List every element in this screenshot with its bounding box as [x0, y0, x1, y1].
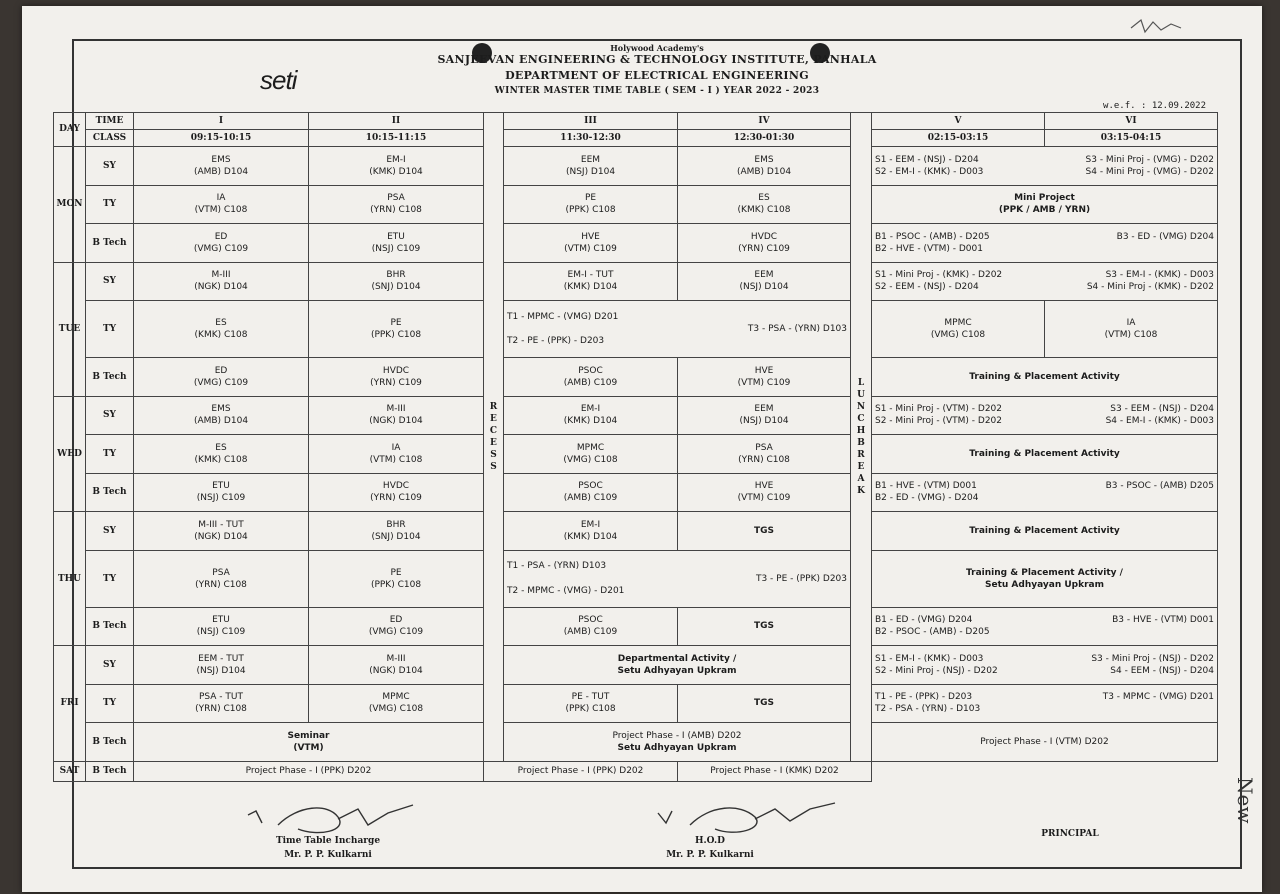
- slot-cell: [309, 358, 484, 397]
- activity-cell: [134, 723, 484, 762]
- slot-cell: [134, 262, 309, 301]
- activity-detail: (VTM): [293, 743, 324, 753]
- activity-cell: Training & Placement Activity: [872, 358, 1218, 397]
- class-sy: SY: [86, 512, 134, 551]
- batch-entry: T1 - PE - (PPK) - D203: [875, 692, 973, 703]
- room: (KMK) D104: [369, 166, 423, 177]
- slot-cell: [134, 396, 309, 435]
- academy-name: Holywood Academy's: [610, 43, 704, 53]
- room: (KMK) D104: [563, 531, 618, 542]
- batch-entry: S2 - EM-I - (KMK) - D003: [875, 166, 984, 177]
- subject: ES: [215, 442, 227, 453]
- period-6-num: VI: [1045, 113, 1218, 130]
- subject: M-III - TUT: [198, 519, 244, 530]
- slot-cell: [504, 185, 678, 224]
- activity-cell: [872, 550, 1218, 607]
- batch-entry: B1 - HVE - (VTM) D001: [875, 481, 977, 492]
- batch-entry: S2 - Mini Proj - (VTM) - D202: [875, 416, 1003, 427]
- room: (NSJ) D104: [739, 416, 789, 427]
- subject: PSOC: [578, 365, 603, 376]
- slot-cell: [504, 435, 678, 474]
- room: (AMB) C109: [563, 377, 618, 388]
- slot-cell: [678, 358, 851, 397]
- logo-text: seti: [260, 65, 297, 95]
- day-wed: WED: [54, 396, 86, 512]
- subject: ETU: [212, 615, 230, 626]
- subject: HVE: [754, 365, 774, 376]
- svg-text:New: New: [1233, 777, 1257, 824]
- batch-entry: S3 - EEM - (NSJ) - D204: [1110, 404, 1214, 415]
- activity-cell: Training & Placement Activity: [872, 435, 1218, 474]
- batch-entry: S1 - Mini Proj - (KMK) - D202: [875, 270, 1003, 281]
- subject: EEM: [754, 404, 774, 415]
- activity-title: Training & Placement Activity /: [966, 567, 1123, 578]
- slot-cell: [134, 607, 309, 646]
- slot-cell: [134, 684, 309, 723]
- room: (YRN) C108: [195, 704, 247, 715]
- day-thu: THU: [54, 512, 86, 646]
- subject: PSA: [755, 442, 773, 453]
- batch-entry: S4 - EM-I - (KMK) - D003: [1105, 416, 1214, 427]
- room: (NSJ) C109: [196, 627, 246, 638]
- room: (NGK) D104: [369, 416, 423, 427]
- batch-entry: B2 - PSOC - (AMB) - D205: [875, 627, 990, 638]
- slot-cell: [309, 435, 484, 474]
- class-ty: TY: [86, 185, 134, 224]
- batch-entry: B2 - HVE - (VTM) - D001: [875, 243, 983, 254]
- period-2-num: II: [309, 113, 484, 130]
- class-ty: TY: [86, 435, 134, 474]
- institute-logo: [260, 65, 296, 96]
- slot-cell: [678, 224, 851, 263]
- subject: M-III: [211, 270, 231, 281]
- slot-cell: [678, 262, 851, 301]
- room: (NSJ) D104: [565, 166, 616, 177]
- subject: ES: [215, 317, 227, 328]
- room: (VTM) C108: [1104, 330, 1158, 341]
- slot-cell: [309, 646, 484, 685]
- subject: ED: [389, 615, 403, 626]
- hod-name: Mr. P. P. Kulkarni: [666, 850, 754, 860]
- slot-cell: [134, 473, 309, 512]
- slot-cell: [678, 147, 851, 186]
- day-mon: MON: [54, 147, 86, 263]
- room: (NSJ) D104: [196, 665, 246, 676]
- subject: MPMC: [576, 442, 605, 453]
- batch-entry: S2 - EEM - (NSJ) - D204: [875, 282, 979, 293]
- batch-slot-cell: [872, 473, 1218, 512]
- hod-role: H.O.D: [695, 836, 725, 846]
- subject: EMS: [211, 404, 231, 415]
- activity-cell: [872, 185, 1218, 224]
- room: (VMG) C109: [193, 243, 249, 254]
- class-btech: B Tech: [86, 358, 134, 397]
- batch-entry: B3 - PSOC - (AMB) D205: [1105, 481, 1214, 492]
- slot-cell: [504, 358, 678, 397]
- room: (NGK) D104: [194, 531, 248, 542]
- activity-detail: Setu Adhyayan Upkram: [617, 743, 737, 753]
- room: (YRN) C108: [370, 205, 422, 216]
- room: (VMG) C108: [930, 330, 986, 341]
- room: (YRN) C109: [738, 243, 790, 254]
- room: (AMB) D104: [736, 166, 792, 177]
- room: (KMK) C108: [737, 205, 791, 216]
- subject: PE: [390, 567, 402, 578]
- batch-entry: S3 - EM-I - (KMK) - D003: [1105, 270, 1214, 281]
- institute-name: SANJEEVAN ENGINEERING & TECHNOLOGY INSTITUTE, PANHALA: [437, 53, 877, 66]
- subject: EEM - TUT: [198, 653, 244, 664]
- room: (VTM) C109: [737, 377, 791, 388]
- room: (YRN) C109: [370, 493, 422, 504]
- activity-cell: Project Phase - I (PPK) D202: [484, 761, 678, 781]
- subject: PSOC: [578, 481, 603, 492]
- room: (SNJ) D104: [371, 531, 421, 542]
- class-sy: SY: [86, 396, 134, 435]
- slot-cell: [134, 435, 309, 474]
- room: (YRN) C108: [738, 454, 790, 465]
- batch-slot-cell: [872, 607, 1218, 646]
- batch-slot-cell: [504, 301, 851, 358]
- slot-cell: [309, 550, 484, 607]
- room: (VTM) C109: [564, 243, 617, 254]
- subject: BHR: [386, 519, 406, 530]
- lunch-break-column: [851, 113, 872, 762]
- slot-cell: [504, 684, 678, 723]
- batch-entry: B1 - ED - (VMG) D204: [875, 615, 973, 626]
- slot-cell: [134, 301, 309, 358]
- day-fri: FRI: [54, 646, 86, 762]
- subject: IA: [391, 442, 401, 453]
- slot-cell: [309, 607, 484, 646]
- class-btech: B Tech: [86, 723, 134, 762]
- class-sy: SY: [86, 262, 134, 301]
- principal-role: PRINCIPAL: [1041, 829, 1099, 839]
- room: (PPK) C108: [370, 330, 422, 341]
- time-header: TIME: [86, 113, 134, 130]
- subject: EEM: [754, 270, 774, 281]
- slot-cell: [309, 147, 484, 186]
- period-4-time: 12:30-01:30: [678, 130, 851, 147]
- batch-slot-cell: [872, 147, 1218, 186]
- slot-cell: [309, 262, 484, 301]
- subject: PSA - TUT: [198, 692, 243, 703]
- slot-cell: [134, 550, 309, 607]
- subject: HVDC: [382, 481, 410, 492]
- subject: PSOC: [578, 615, 603, 626]
- slot-cell: [134, 646, 309, 685]
- batch-entry: T3 - MPMC - (VMG) D201: [1102, 692, 1214, 703]
- subject: EM-I: [580, 404, 601, 415]
- slot-cell: [504, 607, 678, 646]
- batch-entry: T3 - PSA - (YRN) D103: [747, 324, 847, 334]
- slot-cell: [309, 396, 484, 435]
- subject: IA: [216, 193, 226, 204]
- subject: ED: [214, 365, 228, 376]
- slot-cell: [309, 512, 484, 551]
- class-btech: B Tech: [86, 473, 134, 512]
- room: (KMK) D104: [563, 282, 618, 293]
- room: (AMB) C109: [563, 493, 618, 504]
- subject: IA: [1126, 317, 1136, 328]
- batch-slot-cell: [872, 224, 1218, 263]
- activity-cell: Project Phase - I (VTM) D202: [872, 723, 1218, 762]
- subject: ETU: [212, 481, 230, 492]
- batch-slot-cell: [872, 646, 1218, 685]
- slot-cell: [678, 396, 851, 435]
- subject: EM-I: [580, 519, 601, 530]
- activity-detail: Setu Adhyayan Upkram: [984, 579, 1104, 590]
- slot-cell: [504, 396, 678, 435]
- activity-detail: (PPK / AMB / YRN): [998, 205, 1091, 216]
- batch-entry: T1 - MPMC - (VMG) D201: [507, 311, 619, 322]
- batch-entry: T3 - PE - (PPK) D203: [755, 573, 847, 584]
- batch-entry: T2 - MPMC - (VMG) - D201: [507, 585, 625, 596]
- slot-cell: [309, 684, 484, 723]
- subject: PSA: [212, 567, 230, 578]
- period-4-num: IV: [678, 113, 851, 130]
- subject: ES: [758, 193, 770, 204]
- period-3-time: 11:30-12:30: [504, 130, 678, 147]
- class-btech: B Tech: [86, 607, 134, 646]
- batch-entry: S4 - Mini Proj - (KMK) - D202: [1086, 282, 1214, 293]
- room: (SNJ) D104: [371, 282, 421, 293]
- subject: MPMC: [944, 317, 972, 328]
- activity-title: Project Phase - I (AMB) D202: [612, 730, 742, 741]
- slot-cell: [678, 435, 851, 474]
- slot-cell: [504, 473, 678, 512]
- room: (NSJ) C109: [371, 243, 421, 254]
- room: (KMK) D104: [563, 416, 618, 427]
- slot-cell: [504, 147, 678, 186]
- slot-cell: [678, 473, 851, 512]
- room: (VMG) C108: [563, 454, 618, 465]
- batch-entry: S2 - Mini Proj - (NSJ) - D202: [875, 665, 998, 676]
- class-sy: SY: [86, 147, 134, 186]
- activity-cell: [504, 646, 851, 685]
- room: (VTM) C109: [737, 493, 791, 504]
- batch-entry: S1 - EM-I - (KMK) - D003: [875, 653, 984, 664]
- initials-scribble: [1127, 14, 1187, 38]
- room: (VMG) C109: [368, 627, 424, 638]
- incharge-role: Time Table Incharge: [275, 836, 381, 846]
- subject: HVE: [581, 231, 600, 242]
- subject: EMS: [211, 154, 231, 165]
- slot-cell: [134, 358, 309, 397]
- batch-entry: B2 - ED - (VMG) - D204: [875, 493, 979, 504]
- subject: EM-I - TUT: [567, 270, 614, 281]
- batch-entry: B3 - HVE - (VTM) D001: [1112, 615, 1214, 626]
- batch-entry: S1 - Mini Proj - (VTM) - D202: [875, 404, 1003, 415]
- room: (VTM) C108: [369, 454, 423, 465]
- slot-cell: [134, 224, 309, 263]
- slot-cell: [504, 224, 678, 263]
- batch-entry: B3 - ED - (VMG) D204: [1116, 231, 1214, 242]
- slot-cell: TGS: [678, 607, 851, 646]
- room: (PPK) C108: [565, 205, 616, 216]
- room: (YRN) C108: [195, 579, 247, 590]
- batch-entry: T2 - PSA - (YRN) - D103: [875, 704, 981, 715]
- room: (NSJ) D104: [739, 282, 789, 293]
- subject: PSA: [387, 193, 405, 204]
- period-2-time: 10:15-11:15: [309, 130, 484, 147]
- slot-cell: [504, 262, 678, 301]
- batch-slot-cell: [872, 262, 1218, 301]
- slot-cell: [134, 147, 309, 186]
- subject: EEM: [580, 154, 601, 165]
- period-1-num: I: [134, 113, 309, 130]
- subject: MPMC: [382, 692, 410, 703]
- class-ty: TY: [86, 550, 134, 607]
- subject: PE - TUT: [571, 692, 610, 703]
- subject: PE: [584, 193, 597, 204]
- timetable-title: WINTER MASTER TIME TABLE ( SEM - I ) YEAR 2022 - 2023: [494, 86, 820, 96]
- batch-entry: S3 - Mini Proj - (VMG) - D202: [1085, 154, 1214, 165]
- lunch-break-label: L U N C H B R E A K: [856, 377, 866, 496]
- batch-entry: T2 - PE - (PPK) - D203: [507, 336, 605, 347]
- room: (VMG) C108: [368, 704, 424, 715]
- batch-entry: B1 - PSOC - (AMB) - D205: [875, 231, 990, 242]
- batch-slot-cell: [872, 684, 1218, 723]
- slot-cell: TGS: [678, 512, 851, 551]
- department-name: DEPARTMENT OF ELECTRICAL ENGINEERING: [505, 69, 809, 82]
- room: (AMB) D104: [193, 416, 249, 427]
- activity-cell: Project Phase - I (PPK) D202: [134, 761, 484, 781]
- activity-cell: Training & Placement Activity: [872, 512, 1218, 551]
- subject: HVDC: [382, 365, 410, 376]
- activity-title: Departmental Activity /: [617, 653, 737, 664]
- batch-entry: S4 - EEM - (NSJ) - D204: [1110, 665, 1214, 676]
- subject: HVE: [754, 481, 774, 492]
- room: (NGK) D104: [369, 665, 423, 676]
- subject: EMS: [754, 154, 774, 165]
- period-6-time: 03:15-04:15: [1045, 130, 1218, 147]
- class-ty: TY: [86, 684, 134, 723]
- batch-entry: T1 - PSA - (YRN) D103: [507, 561, 607, 572]
- room: (AMB) D104: [193, 166, 249, 177]
- recess-column: [484, 113, 504, 762]
- batch-slot-cell: [872, 396, 1218, 435]
- subject: PE: [390, 317, 402, 328]
- room: (PPK) C108: [565, 704, 616, 715]
- room: (VTM) C108: [194, 205, 248, 216]
- incharge-name: Mr. P. P. Kulkarni: [284, 850, 372, 860]
- slot-cell: [309, 224, 484, 263]
- activity-title: Seminar: [287, 730, 330, 741]
- room: (VMG) C109: [193, 377, 249, 388]
- room: (AMB) C109: [563, 627, 618, 638]
- slot-cell: TGS: [678, 684, 851, 723]
- room: (KMK) C108: [194, 454, 248, 465]
- activity-cell: Project Phase - I (KMK) D202: [678, 761, 872, 781]
- subject: ED: [214, 231, 228, 242]
- activity-title: Mini Project: [1014, 193, 1075, 204]
- day-tue: TUE: [54, 262, 86, 396]
- slot-cell: [309, 473, 484, 512]
- subject: EM-I: [386, 154, 406, 165]
- activity-cell: [504, 723, 851, 762]
- activity-detail: Setu Adhyayan Upkram: [617, 665, 737, 676]
- class-btech: B Tech: [86, 224, 134, 263]
- slot-cell: [309, 185, 484, 224]
- class-btech: B Tech: [86, 761, 134, 781]
- period-3-num: III: [504, 113, 678, 130]
- room: (KMK) C108: [194, 330, 248, 341]
- room: (YRN) C109: [370, 377, 422, 388]
- class-ty: TY: [86, 301, 134, 358]
- period-1-time: 09:15-10:15: [134, 130, 309, 147]
- subject: HVDC: [750, 231, 778, 242]
- effective-date: w.e.f. : 12.09.2022: [1103, 101, 1206, 111]
- slot-cell: [1045, 301, 1218, 358]
- room: (NGK) D104: [194, 282, 248, 293]
- handwritten-new-note: [1232, 771, 1260, 831]
- batch-entry: S3 - Mini Proj - (NSJ) - D202: [1091, 653, 1214, 664]
- slot-cell: [309, 301, 484, 358]
- day-sat: SAT: [54, 761, 86, 781]
- recess-label: R E C E S S: [489, 401, 498, 472]
- batch-slot-cell: [504, 550, 851, 607]
- period-5-num: V: [872, 113, 1045, 130]
- slot-cell: [504, 512, 678, 551]
- class-sy: SY: [86, 646, 134, 685]
- batch-entry: S1 - EEM - (NSJ) - D204: [875, 154, 979, 165]
- slot-cell: [872, 301, 1045, 358]
- batch-entry: S4 - Mini Proj - (VMG) - D202: [1085, 166, 1214, 177]
- room: (PPK) C108: [370, 579, 422, 590]
- class-header: CLASS: [86, 130, 134, 147]
- timetable-grid: [53, 112, 1218, 782]
- day-header: DAY: [54, 113, 86, 147]
- subject: M-III: [386, 653, 406, 664]
- slot-cell: [134, 512, 309, 551]
- subject: ETU: [387, 231, 405, 242]
- subject: BHR: [386, 270, 406, 281]
- slot-cell: [678, 185, 851, 224]
- period-5-time: 02:15-03:15: [872, 130, 1045, 147]
- room: (NSJ) C109: [196, 493, 246, 504]
- slot-cell: [134, 185, 309, 224]
- subject: M-III: [386, 404, 406, 415]
